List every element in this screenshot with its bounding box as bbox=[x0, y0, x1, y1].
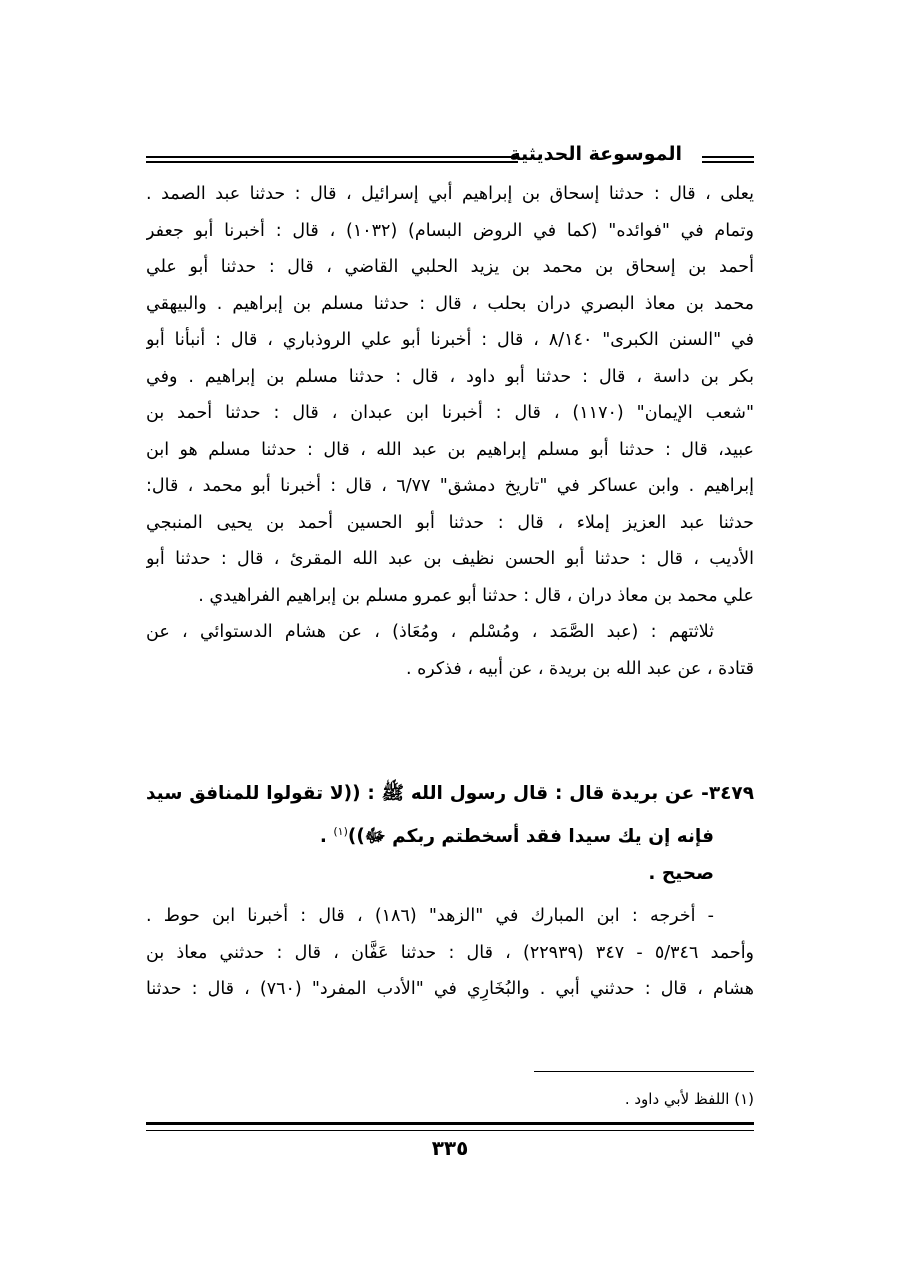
text-line: يعلى ، قال : حدثنا إسحاق بن إبراهيم أبي إسرائيل ، قال : حدثنا عبد الصمد . bbox=[146, 184, 754, 204]
running-header bbox=[146, 141, 754, 175]
text-line: عبيد، قال : حدثنا أبو مسلم إبراهيم بن عبد الله ، قال : حدثنا مسلم هو ابن bbox=[146, 439, 754, 460]
document-page bbox=[146, 0, 754, 1273]
text-line: "شعب الإيمان" (١١٧٠) ، قال : أخبرنا ابن عبدان ، قال : حدثنا أحمد بن bbox=[146, 403, 754, 423]
header-title: الموسوعة الحديثية bbox=[509, 143, 682, 165]
hadith-line-2-end: . bbox=[319, 826, 334, 848]
takhrij-text bbox=[146, 898, 754, 1008]
text-line: في "السنن الكبرى" ٨/١٤٠ ، قال : أخبرنا أبو علي الروذباري ، قال : أنبأنا أبو bbox=[146, 330, 754, 350]
text-line: قتادة ، عن عبد الله بن بريدة ، عن أبيه ، فذكره . bbox=[405, 658, 754, 679]
hadith-line-2-text: فإنه إن يك سيدا فقد أسخطتم ربكم ﷻ)) bbox=[347, 826, 714, 848]
hadith-line-2 bbox=[146, 813, 754, 851]
hadith-text bbox=[146, 775, 754, 851]
footnote-separator bbox=[534, 1071, 754, 1072]
page-number: ٣٣٥ bbox=[431, 1136, 469, 1160]
text-line: أحمد بن إسحاق بن محمد بن يزيد الحلبي القاضي ، قال : حدثنا أبو علي bbox=[146, 257, 754, 277]
text-line: محمد بن معاذ البصري دران بحلب ، قال : حدثنا مسلم بن إبراهيم . والبيهقي bbox=[146, 293, 754, 314]
text-line: ثلاثتهم : (عبد الصَّمَد ، ومُسْلم ، ومُعَاذ) ، عن هشام الدستوائي ، عن bbox=[146, 622, 714, 642]
text-line: - أخرجه : ابن المبارك في "الزهد" (١٨٦) ، قال : أخبرنا ابن حوط . bbox=[146, 906, 714, 926]
footnote-ref[interactable]: (١) bbox=[333, 825, 348, 838]
text-line: هشام ، قال : حدثني أبي . والبُخَارِي في "الأدب المفرد" (٧٦٠) ، قال : حدثنا bbox=[146, 979, 754, 999]
text-line: وأحمد ٥/٣٤٦ - ٣٤٧ (٢٢٩٣٩) ، قال : حدثنا عَفَّان ، قال : حدثني معاذ بن bbox=[146, 942, 754, 963]
hadith-line-1: ٣٤٧٩- عن بريدة قال : قال رسول الله ﷺ : ((لا تقولوا للمنافق سيد bbox=[146, 783, 754, 804]
text-line: الأديب ، قال : حدثنا أبو الحسن نظيف بن عبد الله المقرئ ، قال : حدثنا أبو bbox=[146, 549, 754, 569]
hadith-grade: صحيح . bbox=[648, 863, 714, 884]
header-rule-right bbox=[702, 156, 754, 163]
footer-rule-thick bbox=[146, 1122, 754, 1125]
text-line: بكر بن داسة ، قال : حدثنا أبو داود ، قال : حدثنا مسلم بن إبراهيم . وفي bbox=[146, 366, 754, 387]
footer-rule-thin bbox=[146, 1130, 754, 1131]
header-rule-left bbox=[146, 156, 518, 163]
text-line: وتمام في "فوائده" (كما في الروض البسام) (١٠٣٢) ، قال : أخبرنا أبو جعفر bbox=[146, 220, 754, 241]
footnote: (١) اللفظ لأبي داود . bbox=[624, 1090, 754, 1108]
text-line: حدثنا عبد العزيز إملاء ، قال : حدثنا أبو الحسين أحمد بن يحيى المنبجي bbox=[146, 512, 754, 533]
takhrij-continuation bbox=[146, 176, 754, 687]
text-line: علي محمد بن معاذ دران ، قال : حدثنا أبو عمرو مسلم بن إبراهيم الفراهيدي . bbox=[198, 585, 754, 606]
text-line: إبراهيم . وابن عساكر في "تاريخ دمشق" ٦/٧٧ ، قال : أخبرنا أبو محمد ، قال: bbox=[146, 476, 754, 496]
